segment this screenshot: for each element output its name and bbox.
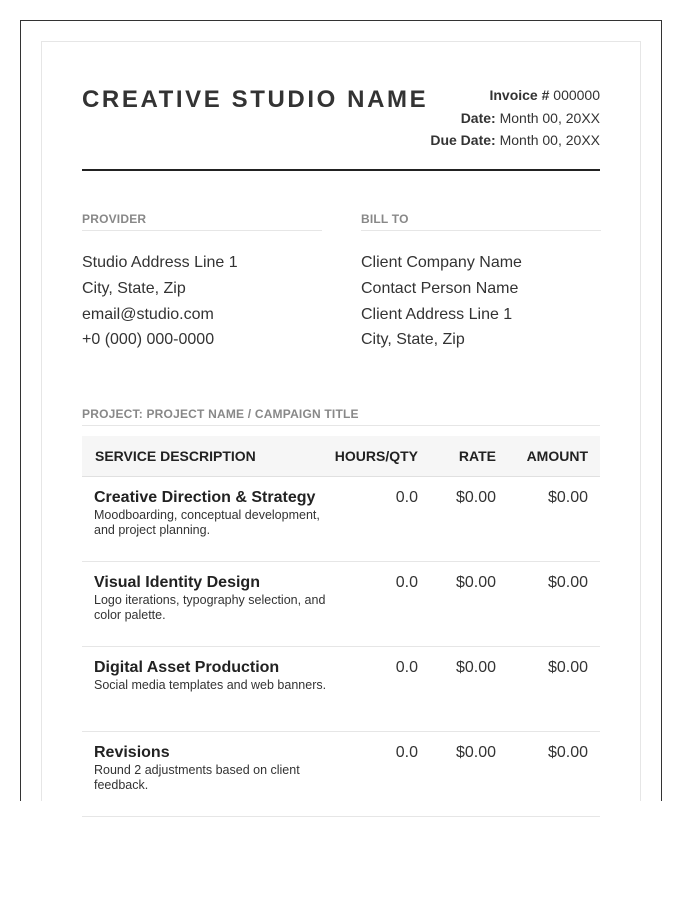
provider-email: email@studio.com: [82, 305, 214, 323]
provider-label: PROVIDER: [82, 212, 322, 231]
hours-cell: 0.0: [328, 647, 430, 732]
rate-cell: $0.00: [430, 562, 508, 647]
invoice-date-value: Month 00, 20XX: [499, 109, 600, 126]
amount-cell: $0.00: [508, 477, 600, 562]
bill-to-address: [361, 250, 601, 353]
due-date-label: Due Date:: [430, 132, 496, 148]
table-row: [82, 732, 600, 817]
header-rate: RATE: [430, 436, 508, 477]
table-row: [82, 647, 600, 732]
invoice-number-value: 000000: [553, 87, 600, 103]
service-detail: Moodboarding, conceptual development, and project planning.: [94, 508, 320, 537]
hours-cell: 0.0: [328, 732, 430, 817]
rate-cell: $0.00: [430, 647, 508, 732]
service-title: Creative Direction & Strategy: [94, 489, 316, 506]
service-cell: [82, 477, 328, 562]
service-cell: [82, 647, 328, 732]
table-row: [82, 562, 600, 647]
service-detail: Logo iterations, typography selection, and color palette.: [94, 593, 326, 622]
provider-city-line: City, State, Zip: [82, 279, 186, 297]
services-table: [82, 436, 600, 817]
rate-cell: $0.00: [430, 477, 508, 562]
header-divider: [82, 169, 600, 171]
provider-phone: +0 (000) 000-0000: [82, 331, 215, 349]
header-hours-qty: HOURS/QTY: [328, 436, 430, 477]
client-address-line: Client Address Line 1: [361, 305, 513, 323]
amount-cell: $0.00: [508, 562, 600, 647]
service-detail: Social media templates and web banners.: [94, 678, 327, 692]
provider-address: [82, 250, 322, 353]
bill-to-section: [361, 212, 601, 353]
provider-address-line: Studio Address Line 1: [82, 254, 238, 271]
client-city-line: City, State, Zip: [361, 331, 465, 349]
invoice-number-label: Invoice #: [489, 87, 550, 103]
hours-cell: 0.0: [328, 477, 430, 562]
amount-cell: $0.00: [508, 647, 600, 732]
table-row: [82, 477, 600, 562]
service-title: Digital Asset Production: [94, 659, 280, 676]
service-cell: [82, 562, 328, 647]
service-title: Revisions: [94, 744, 170, 761]
due-date-value: Month 00, 20XX: [499, 132, 600, 148]
hours-cell: 0.0: [328, 562, 430, 647]
client-contact: Contact Person Name: [361, 279, 519, 297]
header-amount: AMOUNT: [508, 436, 600, 477]
rate-cell: $0.00: [430, 732, 508, 817]
invoice-meta: [430, 84, 600, 152]
invoice-date-line: [430, 107, 600, 130]
header-service-description: SERVICE DESCRIPTION: [82, 436, 328, 477]
invoice-date-label: Date:: [460, 109, 496, 126]
service-cell: [82, 732, 328, 817]
bill-to-label: BILL TO: [361, 212, 601, 231]
invoice-number-line: [430, 84, 600, 107]
client-company: Client Company Name: [361, 254, 522, 271]
table-header-row: [82, 436, 600, 477]
due-date-line: [430, 129, 600, 152]
provider-section: [82, 212, 322, 353]
service-title: Visual Identity Design: [94, 574, 260, 591]
service-detail: Round 2 adjustments based on client feedback.: [94, 763, 300, 792]
project-label: PROJECT: PROJECT NAME / CAMPAIGN TITLE: [82, 407, 600, 426]
amount-cell: $0.00: [508, 732, 600, 817]
studio-name: CREATIVE STUDIO NAME: [82, 86, 429, 113]
